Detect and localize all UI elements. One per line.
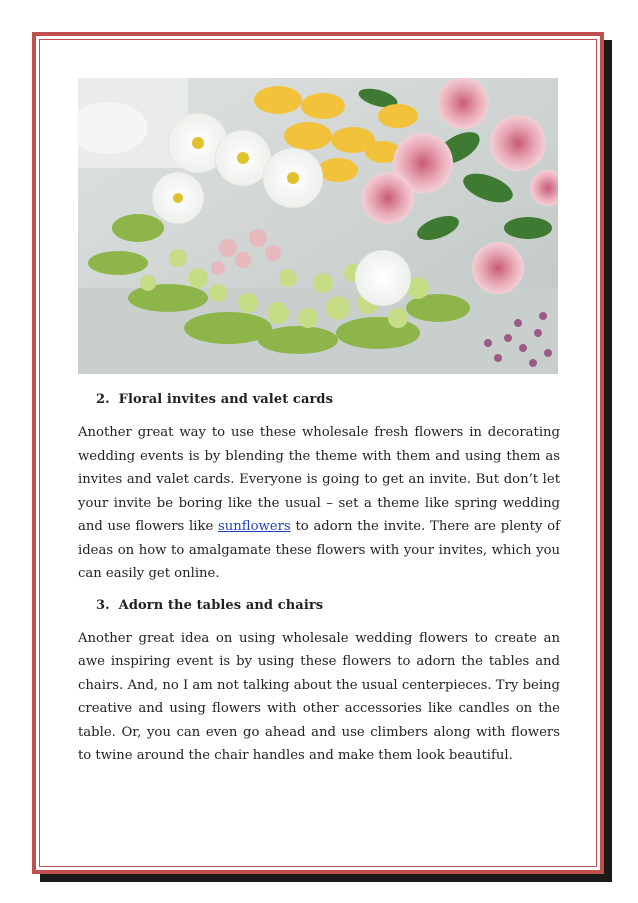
sunflowers-link[interactable]: sunflowers — [218, 519, 291, 534]
section-heading — [96, 392, 560, 407]
flower-arrangement-photo — [78, 78, 558, 374]
section-paragraph: Another great idea on using wholesale wedding flowers to create an awe inspiring event is by using these flowers to adorn the tables and chairs. And, no I am not talking about the usual centerpieces. Try being creative and using flowers with other accessories like candles on the table. Or, you can even go ahead and use climbers along with flowers to twine around the chair handles and make them look beautiful. — [78, 630, 560, 763]
document-body — [78, 78, 560, 768]
section-heading — [96, 598, 560, 613]
section-number: 3. — [96, 597, 110, 613]
paragraph-text: Another great way to use these wholesale fresh flowers in decorating wedding events is by blending the theme with them and using them as invites and valet cards. Everyone is going to get an invite. But don’t let your invite be boring like the usual – set a theme like spring wedding and use flowers like — [78, 425, 560, 534]
section-title: Adorn the tables and chairs — [118, 597, 324, 613]
section-number: 2. — [96, 392, 110, 407]
paragraph-text: to adorn the invite. There are plenty of ideas on how to amalgamate these flowers with your invites, which you can easily get online. — [78, 519, 560, 581]
section-paragraph — [78, 421, 560, 586]
section-title: Floral invites and valet cards — [118, 392, 334, 407]
